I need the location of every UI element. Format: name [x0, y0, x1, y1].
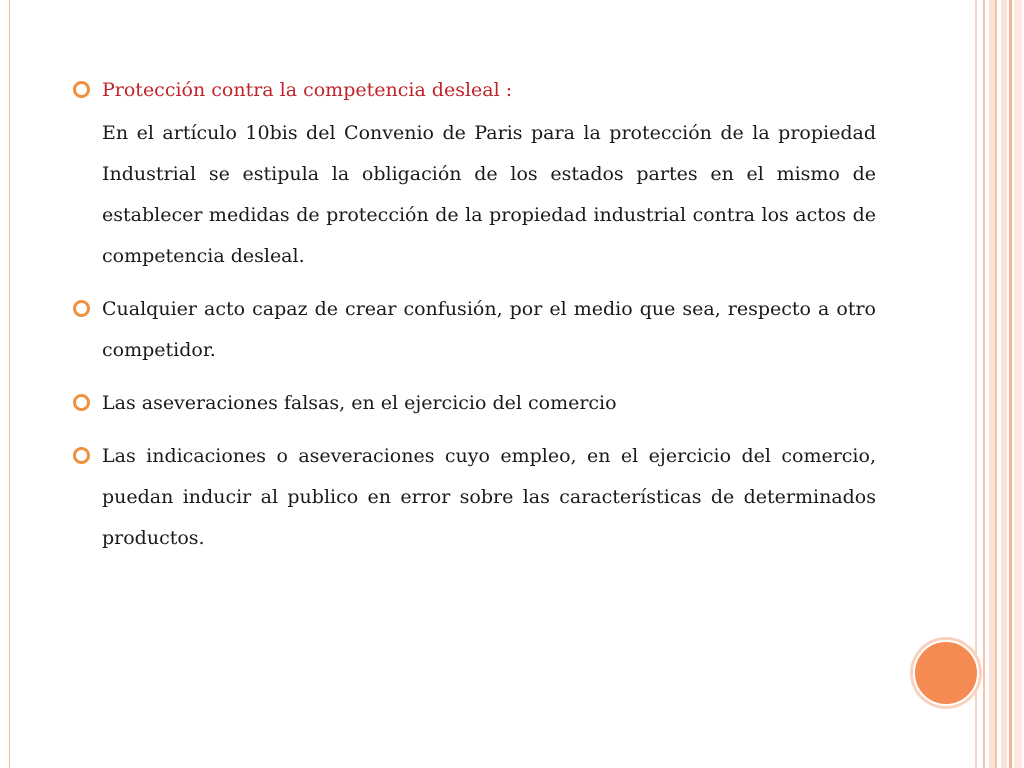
- right-stripe: [1001, 0, 1007, 768]
- bullet-text: Las indicaciones o aseveraciones cuyo empleo, en el ejercicio del comercio, puedan inducir al publico en error sobre las características de determinados productos.: [102, 445, 876, 549]
- slide-paragraph: En el artículo 10bis del Convenio de Paris para la protección de la propiedad Industrial se estipula la obligación de los estados partes en el mismo de establecer medidas de protección de la propiedad industrial contra los actos de competencia desleal.: [102, 122, 876, 267]
- ring-bullet-icon: [73, 81, 90, 98]
- right-stripe: [975, 0, 977, 768]
- right-stripe: [983, 0, 985, 768]
- list-item: [72, 289, 876, 371]
- ring-bullet-icon: [73, 394, 90, 411]
- list-item: [72, 70, 876, 277]
- list-item: [72, 383, 876, 424]
- right-stripe: [995, 0, 997, 768]
- right-stripe: [1014, 0, 1022, 768]
- right-stripe: [1009, 0, 1012, 768]
- bullet-text: Cualquier acto capaz de crear confusión, por el medio que sea, respecto a otro competidor.: [102, 298, 876, 361]
- list-item: [72, 436, 876, 559]
- slide-heading: Protección contra la competencia desleal :: [102, 79, 513, 101]
- orange-circle-decoration: [913, 640, 979, 706]
- ring-bullet-icon: [73, 300, 90, 317]
- bullet-text: Las aseveraciones falsas, en el ejercicio del comercio: [102, 392, 617, 414]
- slide-content: [72, 70, 876, 571]
- ring-bullet-icon: [73, 447, 90, 464]
- left-accent-line: [9, 0, 10, 768]
